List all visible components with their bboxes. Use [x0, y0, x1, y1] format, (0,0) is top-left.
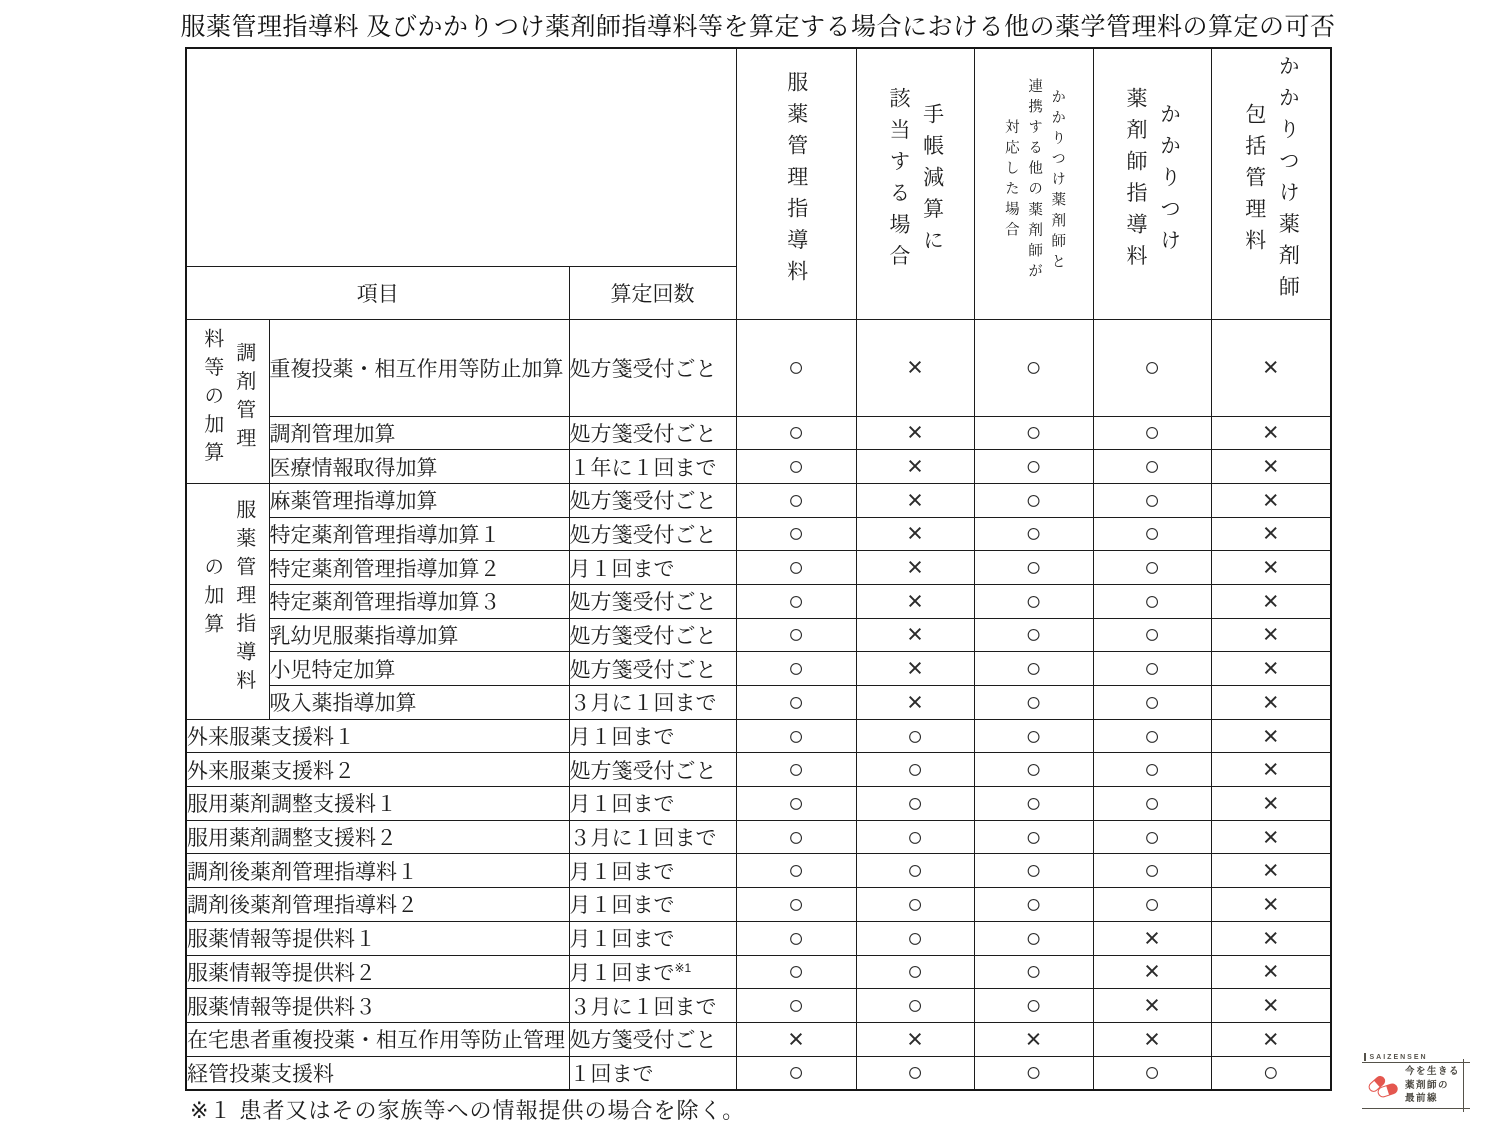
mark-yes: ○ [974, 686, 1093, 720]
mark-yes: ○ [1093, 854, 1211, 888]
mark-yes: ○ [736, 955, 856, 989]
row-group-label-line: の加算 [200, 556, 223, 642]
item-name: 医療情報取得加算 [269, 450, 569, 484]
mark-no: × [1211, 551, 1331, 585]
count-value: 月１回まで [569, 921, 736, 955]
table-row [186, 1056, 1331, 1090]
count-value: 月１回まで [569, 787, 736, 821]
row-group-label-line: 調剤管理 [232, 341, 255, 456]
logo-brand-row [1362, 1049, 1470, 1061]
item-name: 調剤管理加算 [269, 416, 569, 450]
count-value: １年に１回まで [569, 450, 736, 484]
mark-no: × [1211, 416, 1331, 450]
count-value: ３月に１回まで [569, 686, 736, 720]
mark-yes: ○ [974, 820, 1093, 854]
mark-yes: ○ [1093, 618, 1211, 652]
mark-yes: ○ [974, 450, 1093, 484]
mark-yes: ○ [974, 652, 1093, 686]
mark-yes: ○ [736, 854, 856, 888]
mark-yes: ○ [1093, 450, 1211, 484]
count-column-header: 算定回数 [569, 266, 736, 319]
mark-yes: ○ [856, 787, 974, 821]
table-row [186, 989, 1331, 1023]
mark-no: × [1093, 1022, 1211, 1056]
mark-yes: ○ [856, 820, 974, 854]
table-body [186, 319, 1331, 1090]
mark-yes: ○ [856, 753, 974, 787]
header-row-top [186, 48, 1331, 266]
row-group-label [186, 483, 269, 719]
mark-no: × [1211, 517, 1331, 551]
item-name: 特定薬剤管理指導加算１ [269, 517, 569, 551]
count-value: ３月に１回まで [569, 989, 736, 1023]
mark-no: × [1211, 989, 1331, 1023]
mark-no: × [1211, 652, 1331, 686]
vertical-header-text [881, 87, 948, 276]
mark-yes: ○ [974, 921, 1093, 955]
mark-yes: ○ [974, 888, 1093, 922]
column-header-fukuyaku-kanri-shidoryo [736, 48, 856, 319]
mark-yes: ○ [856, 921, 974, 955]
mark-no: × [856, 584, 974, 618]
mark-yes: ○ [974, 483, 1093, 517]
logo-frame [1362, 1062, 1470, 1109]
logo-frame-right-line [1463, 1059, 1465, 1112]
count-value: 処方箋受付ごと [569, 652, 736, 686]
row-group-label-text [196, 499, 260, 698]
mark-yes: ○ [1093, 888, 1211, 922]
mark-yes: ○ [736, 753, 856, 787]
count-value: 処方箋受付ごと [569, 618, 736, 652]
mark-yes: ○ [974, 618, 1093, 652]
column-header-line: かかりつけ薬剤師と [1049, 88, 1066, 274]
count-value: 処方箋受付ごと [569, 1022, 736, 1056]
mark-no: × [1211, 787, 1331, 821]
item-name: 服薬情報等提供料１ [186, 921, 569, 955]
table-row [186, 686, 1331, 720]
item-name: 重複投薬・相互作用等防止加算 [269, 319, 569, 416]
footnote: ※１ 患者又はその家族等への情報提供の場合を除く。 [190, 1098, 746, 1123]
mark-no: × [856, 686, 974, 720]
count-value: 月１回まで$^{※1}$ [569, 955, 736, 989]
item-name: 調剤後薬剤管理指導料１ [186, 854, 569, 888]
item-name: 経管投薬支援料 [186, 1056, 569, 1090]
logo-tagline-line: 今を生きる [1404, 1065, 1460, 1077]
mark-no: × [1093, 955, 1211, 989]
table-row [186, 753, 1331, 787]
column-header-line: 服薬管理指導料 [784, 71, 808, 292]
mark-yes: ○ [1211, 1056, 1331, 1090]
column-header-line: かかりつけ [1157, 102, 1181, 260]
capsules-icon [1366, 1070, 1400, 1102]
table-row [186, 787, 1331, 821]
mark-yes: ○ [1093, 483, 1211, 517]
mark-no: × [1093, 989, 1211, 1023]
mark-yes: ○ [736, 483, 856, 517]
mark-yes: ○ [856, 1056, 974, 1090]
mark-yes: ○ [1093, 753, 1211, 787]
mark-no: × [1211, 618, 1331, 652]
mark-yes: ○ [1093, 584, 1211, 618]
count-value: 処方箋受付ごと [569, 483, 736, 517]
mark-no: × [1211, 820, 1331, 854]
count-value: 月１回まで [569, 888, 736, 922]
item-name: 小児特定加算 [269, 652, 569, 686]
column-header-line: 包括管理料 [1242, 102, 1266, 260]
column-header-renkei-yakuzaishi [974, 48, 1093, 319]
mark-no: × [1211, 1022, 1331, 1056]
table-row [186, 820, 1331, 854]
mark-no: × [856, 319, 974, 416]
column-header-line: 薬剤師指導料 [1124, 86, 1147, 276]
item-name: 外来服薬支援料１ [186, 719, 569, 753]
table-row [186, 955, 1331, 989]
table-row [186, 319, 1331, 416]
count-value: 処方箋受付ごと [569, 319, 736, 416]
mark-no: × [1211, 854, 1331, 888]
mark-no: × [856, 450, 974, 484]
mark-yes: ○ [736, 1056, 856, 1090]
logo-tagline [1405, 1065, 1460, 1106]
mark-yes: ○ [856, 888, 974, 922]
mark-no: × [1211, 921, 1331, 955]
vertical-header-text [1237, 55, 1304, 307]
mark-yes: ○ [736, 584, 856, 618]
count-value: 月１回まで [569, 854, 736, 888]
mark-yes: ○ [1093, 686, 1211, 720]
vertical-header-text [779, 71, 813, 292]
column-header-line: 手帳減算に [920, 102, 944, 260]
logo-tagline-line: 最前線 [1404, 1093, 1438, 1105]
item-name: 服薬情報等提供料２ [186, 955, 569, 989]
mark-yes: ○ [856, 989, 974, 1023]
mark-yes: ○ [1093, 820, 1211, 854]
mark-no: × [856, 517, 974, 551]
mark-yes: ○ [1093, 719, 1211, 753]
column-header-line: かかりつけ薬剤師 [1276, 55, 1300, 308]
mark-yes: ○ [736, 652, 856, 686]
mark-yes: ○ [974, 551, 1093, 585]
item-name: 服薬情報等提供料３ [186, 989, 569, 1023]
mark-no: × [1211, 483, 1331, 517]
table-row [186, 551, 1331, 585]
item-name: 調剤後薬剤管理指導料２ [186, 888, 569, 922]
vertical-header-text [999, 78, 1069, 284]
mark-yes: ○ [1093, 416, 1211, 450]
column-header-kakaritsuke-hokatsu [1211, 48, 1331, 319]
mark-no: × [1211, 719, 1331, 753]
item-name: 特定薬剤管理指導加算３ [269, 584, 569, 618]
mark-yes: ○ [974, 517, 1093, 551]
mark-yes: ○ [1093, 319, 1211, 416]
mark-yes: ○ [736, 787, 856, 821]
mark-yes: ○ [736, 888, 856, 922]
mark-no: × [1211, 584, 1331, 618]
mark-no: × [1211, 955, 1331, 989]
table-row [186, 854, 1331, 888]
table-row [186, 652, 1331, 686]
item-name: 乳幼児服薬指導加算 [269, 618, 569, 652]
mark-no: × [736, 1022, 856, 1056]
page-title: 服薬管理指導料 及びかかりつけ薬剤師指導料等を算定する場合における他の薬学管理料の算定の可否 [180, 13, 1336, 41]
table-row [186, 450, 1331, 484]
fee-matrix-table [185, 47, 1332, 1091]
table-row [186, 416, 1331, 450]
logo-tagline-line: 薬剤師の [1404, 1079, 1449, 1091]
mark-no: × [1211, 450, 1331, 484]
mark-yes: ○ [736, 989, 856, 1023]
mark-yes: ○ [1093, 787, 1211, 821]
mark-no: × [1211, 753, 1331, 787]
mark-yes: ○ [736, 450, 856, 484]
mark-yes: ○ [736, 551, 856, 585]
mark-no: × [1211, 319, 1331, 416]
mark-yes: ○ [736, 618, 856, 652]
mark-yes: ○ [856, 719, 974, 753]
mark-no: × [974, 1022, 1093, 1056]
count-value: 処方箋受付ごと [569, 517, 736, 551]
mark-yes: ○ [736, 686, 856, 720]
count-footnote-ref: ※1 [674, 960, 692, 975]
logo-frame-inner [1362, 1063, 1470, 1108]
count-value: 処方箋受付ごと [569, 584, 736, 618]
mark-no: × [856, 1022, 974, 1056]
column-header-line: 対応した場合 [1002, 119, 1019, 244]
logo-brand-text: SAIZENSEN [1369, 1054, 1428, 1061]
table-row [186, 517, 1331, 551]
mark-yes: ○ [1093, 652, 1211, 686]
mark-yes: ○ [974, 719, 1093, 753]
row-group-label-line: 料等の加算 [200, 327, 223, 470]
item-name: 外来服薬支援料２ [186, 753, 569, 787]
table-row [186, 719, 1331, 753]
mark-yes: ○ [856, 955, 974, 989]
row-group-label [186, 319, 269, 483]
mark-no: × [856, 652, 974, 686]
site-logo [1362, 1049, 1470, 1109]
mark-yes: ○ [736, 820, 856, 854]
column-header-techo-gensan [856, 48, 974, 319]
mark-yes: ○ [974, 584, 1093, 618]
item-name: 特定薬剤管理指導加算２ [269, 551, 569, 585]
mark-yes: ○ [974, 955, 1093, 989]
mark-no: × [856, 483, 974, 517]
mark-no: × [1093, 921, 1211, 955]
item-name: 吸入薬指導加算 [269, 686, 569, 720]
item-name: 服用薬剤調整支援料１ [186, 787, 569, 821]
mark-yes: ○ [974, 787, 1093, 821]
mark-yes: ○ [1093, 1056, 1211, 1090]
item-name: 麻薬管理指導加算 [269, 483, 569, 517]
mark-yes: ○ [1093, 517, 1211, 551]
column-header-line: 連携する他の薬剤師が [1026, 78, 1043, 285]
count-value: 月１回まで [569, 719, 736, 753]
row-group-label-text [196, 328, 260, 470]
mark-yes: ○ [736, 416, 856, 450]
count-value: 処方箋受付ごと [569, 416, 736, 450]
table-row [186, 921, 1331, 955]
table-row [186, 618, 1331, 652]
table-row [186, 483, 1331, 517]
mark-yes: ○ [974, 854, 1093, 888]
table-row [186, 584, 1331, 618]
column-header-kakaritsuke-shidoryo [1093, 48, 1211, 319]
mark-yes: ○ [736, 921, 856, 955]
table-row [186, 1022, 1331, 1056]
item-name: 在宅患者重複投薬・相互作用等防止管理 [186, 1022, 569, 1056]
row-group-label-line: 服薬管理指導料 [232, 499, 255, 699]
count-value: ３月に１回まで [569, 820, 736, 854]
mark-no: × [856, 551, 974, 585]
mark-no: × [1211, 888, 1331, 922]
mark-no: × [856, 416, 974, 450]
logo-tick [1364, 1053, 1366, 1061]
table-row [186, 888, 1331, 922]
mark-yes: ○ [736, 517, 856, 551]
mark-yes: ○ [974, 416, 1093, 450]
mark-yes: ○ [974, 753, 1093, 787]
mark-yes: ○ [1093, 551, 1211, 585]
mark-yes: ○ [974, 319, 1093, 416]
mark-yes: ○ [856, 854, 974, 888]
mark-yes: ○ [974, 1056, 1093, 1090]
column-header-line: 該当する場合 [887, 86, 910, 276]
mark-yes: ○ [736, 719, 856, 753]
count-value: １回まで [569, 1056, 736, 1090]
vertical-header-text [1118, 87, 1185, 276]
mark-no: × [856, 618, 974, 652]
mark-yes: ○ [736, 319, 856, 416]
item-name: 服用薬剤調整支援料２ [186, 820, 569, 854]
item-column-header: 項目 [186, 266, 569, 319]
count-value: 月１回まで [569, 551, 736, 585]
count-value: 処方箋受付ごと [569, 753, 736, 787]
mark-no: × [1211, 686, 1331, 720]
mark-yes: ○ [974, 989, 1093, 1023]
corner-empty-cell [186, 48, 736, 266]
